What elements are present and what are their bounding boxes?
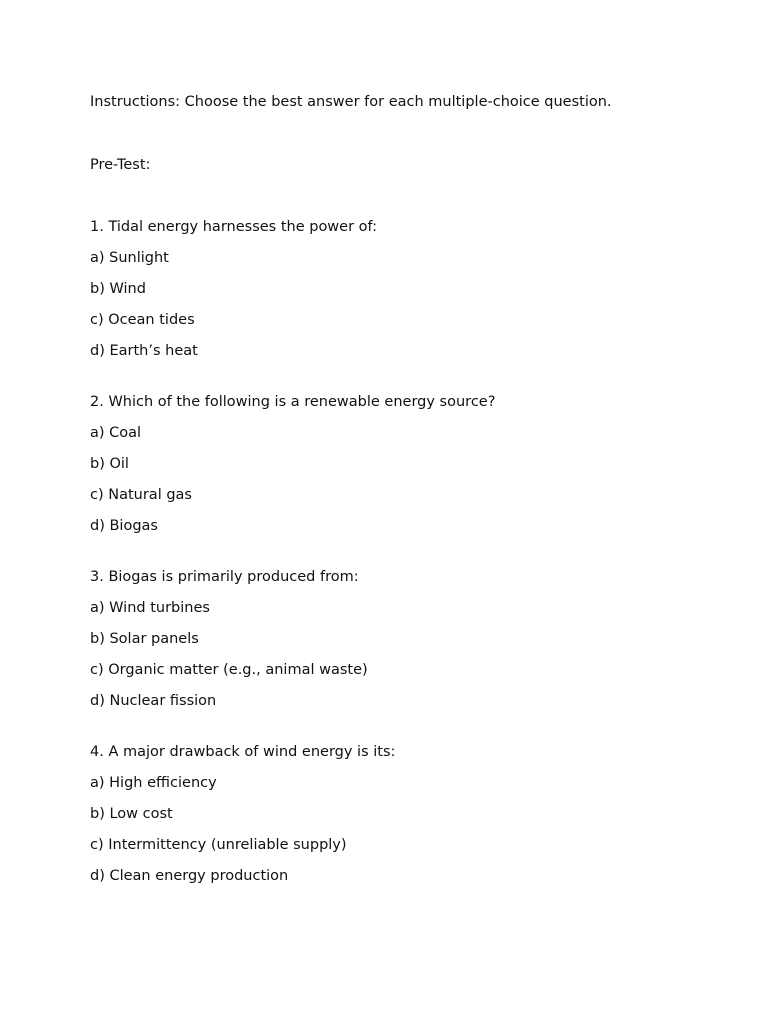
option-d: d) Nuclear fission xyxy=(90,693,217,709)
option-a: a) Wind turbines xyxy=(90,600,210,616)
instructions-text: Instructions: Choose the best answer for each multiple-choice question. xyxy=(90,94,612,110)
option-b: b) Low cost xyxy=(90,806,173,822)
option-c: c) Intermittency (unreliable supply) xyxy=(90,837,347,853)
question-text: 2. Which of the following is a renewable energy source? xyxy=(90,394,496,410)
question-3 xyxy=(90,567,730,711)
option-d: d) Clean energy production xyxy=(90,868,289,884)
section-title: Pre-Test: xyxy=(90,157,151,173)
question-text: 4. A major drawback of wind energy is its: xyxy=(90,744,396,760)
option-d: d) Biogas xyxy=(90,518,158,534)
option-a: a) High efficiency xyxy=(90,775,217,791)
question-2 xyxy=(90,392,730,536)
option-a: a) Coal xyxy=(90,425,142,441)
option-c: c) Ocean tides xyxy=(90,312,195,328)
option-a: a) Sunlight xyxy=(90,250,169,266)
option-c: c) Natural gas xyxy=(90,487,192,503)
option-c: c) Organic matter (e.g., animal waste) xyxy=(90,662,368,678)
option-b: b) Wind xyxy=(90,281,146,297)
option-b: b) Oil xyxy=(90,456,129,472)
option-d: d) Earth’s heat xyxy=(90,343,198,359)
question-text: 3. Biogas is primarily produced from: xyxy=(90,569,359,585)
option-b: b) Solar panels xyxy=(90,631,199,647)
question-4 xyxy=(90,742,730,886)
question-1 xyxy=(90,217,730,361)
document-page xyxy=(90,92,730,917)
question-text: 1. Tidal energy harnesses the power of: xyxy=(90,219,378,235)
